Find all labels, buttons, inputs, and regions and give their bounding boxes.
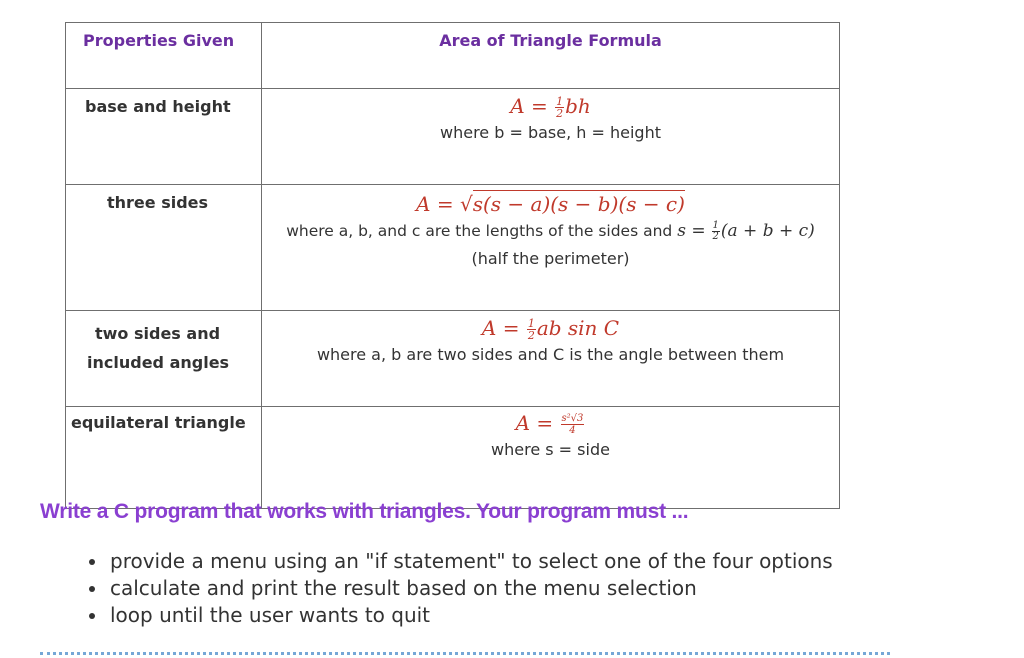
formula-cell xyxy=(262,89,840,185)
formula-description: where a, b are two sides and C is the angle between them xyxy=(316,345,785,364)
property-label-line1: two sides and xyxy=(95,324,221,343)
formula-equilateral: A = $\frac{\text{s²√3}}{4}$ xyxy=(515,411,584,436)
formula-table xyxy=(65,22,840,509)
fraction: $\frac{\text{s²√3}}{4}$ xyxy=(561,413,584,436)
table-header-row xyxy=(66,23,840,89)
table-row xyxy=(66,407,840,509)
list-item: • calculate and print the result based on the menu selection xyxy=(108,575,833,602)
table-row xyxy=(66,89,840,185)
property-label: base and height xyxy=(85,97,231,116)
list-item: • loop until the user wants to quit xyxy=(108,602,833,629)
property-label-line2: included angles xyxy=(87,353,230,372)
property-cell xyxy=(66,185,262,311)
fraction: $\frac{1}{2}$ xyxy=(527,317,535,342)
cut-off-link-line xyxy=(40,652,890,658)
task-heading: Write a C program that works with triangles. Your program must ... xyxy=(40,500,689,523)
fraction: $\frac{1}{2}$ xyxy=(556,95,564,120)
formula-base-height: A = $\frac{1}{2}$ bh xyxy=(510,94,591,120)
property-label: equilateral triangle xyxy=(71,413,246,432)
table-row xyxy=(66,311,840,407)
formula-description: where a, b, and c are the lengths of the sides and s = $\frac{1}{2}$ (a + b + c) xyxy=(286,220,815,242)
header-area-formula: Area of Triangle Formula xyxy=(262,23,840,89)
property-cell xyxy=(66,89,262,185)
formula-sas: A = $\frac{1}{2}$ ab sin C xyxy=(481,316,620,342)
list-item: • provide a menu using an "if statement" to select one of the four options xyxy=(108,548,833,575)
formula-cell xyxy=(262,185,840,311)
formula-herons: A = √s(s − a)(s − b)(s − c) xyxy=(416,192,685,216)
property-cell xyxy=(66,407,262,509)
sqrt-icon: √ xyxy=(459,192,473,216)
formula-description: where b = base, h = height xyxy=(440,123,661,142)
formula-description: where s = side xyxy=(491,440,610,459)
table-row xyxy=(66,185,840,311)
requirements-list xyxy=(82,548,833,629)
property-cell xyxy=(66,311,262,407)
fraction: $\frac{1}{2}$ xyxy=(712,220,719,242)
formula-cell xyxy=(262,407,840,509)
formula-cell xyxy=(262,311,840,407)
formula-note: (half the perimeter) xyxy=(471,249,630,268)
header-properties-given: Properties Given xyxy=(66,23,262,89)
property-label: three sides xyxy=(107,193,209,212)
